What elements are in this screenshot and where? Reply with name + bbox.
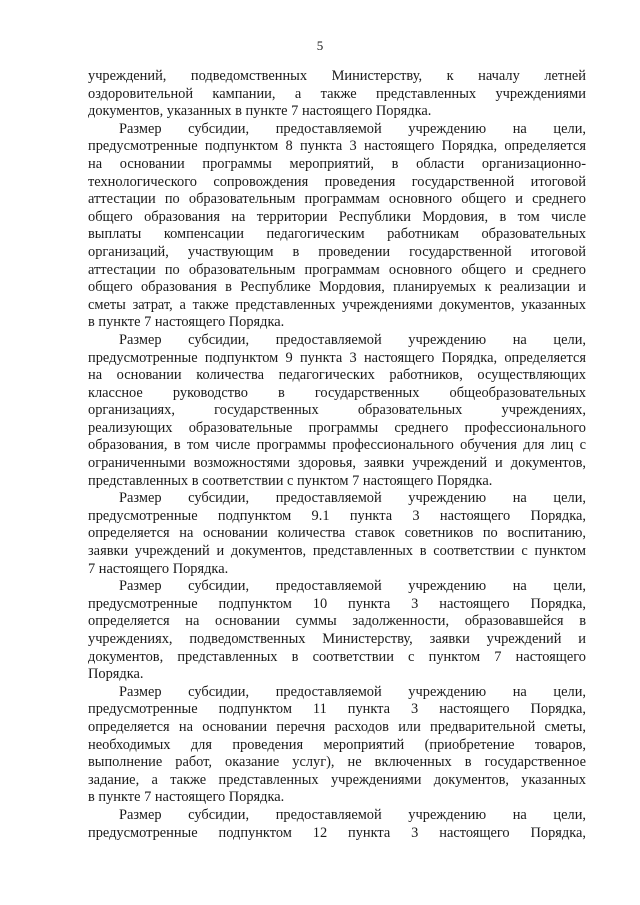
paragraph-line: определяется на основании суммы задолженности, образовавшейся в [88, 613, 586, 630]
paragraph-line: определяется на основании перечня расходов или предварительной сметы, [88, 718, 586, 735]
paragraph-line: задание, а также представленных учреждениями документов, указанных [88, 771, 586, 788]
paragraph-line: на основании количества педагогических работников, осуществляющих [88, 367, 586, 384]
paragraph-line: ограниченными возможностями здоровья, заявки учреждений и документов, [88, 455, 586, 472]
paragraph-line: документов, представленных в соответствии с пунктом 7 настоящего [88, 648, 586, 665]
paragraph-line: предусмотренные подпунктом 9 пункта 3 настоящего Порядка, определяется [88, 349, 586, 366]
paragraph-line: представленных в соответствии с пунктом 7 настоящего Порядка. [88, 472, 493, 489]
paragraph-line: классное руководство в государственных общеобразовательных [88, 384, 586, 401]
paragraph-line: Размер субсидии, предоставляемой учреждению на цели, [119, 120, 586, 137]
paragraph [88, 332, 586, 490]
paragraph-line: аттестации по образовательным программам основного общего и среднего [88, 191, 586, 208]
paragraph-line: учреждений, подведомственных Министерству, к началу летней [88, 68, 586, 84]
paragraph-line: Размер субсидии, предоставляемой учреждению на цели, [119, 683, 586, 700]
paragraph [88, 684, 586, 807]
paragraph-line: Размер субсидии, предоставляемой учреждению на цели, [119, 578, 586, 595]
paragraph-line: выполнение работ, оказание услуг), не включенных в государственное [88, 754, 586, 771]
paragraph [88, 490, 586, 578]
paragraph-line: оздоровительной кампании, а также представленных учреждениями [88, 85, 586, 102]
paragraph-line: организациях, государственных образовательных учреждениях, [88, 402, 586, 419]
paragraph-line: сметы затрат, а также представленных учреждениями документов, указанных [88, 296, 586, 313]
paragraph-line: предусмотренные подпунктом 8 пункта 3 настоящего Порядка, определяется [88, 138, 586, 155]
paragraph-line: документов, указанных в пункте 7 настоящего Порядка. [88, 103, 432, 120]
paragraph [88, 121, 586, 332]
paragraph-line: технологического сопровождения проведения государственной итоговой [88, 173, 586, 190]
paragraph-line: выплаты компенсации педагогическим работникам образовательных [88, 226, 586, 243]
paragraph-line: Размер субсидии, предоставляемой учреждению на цели, [119, 806, 586, 823]
paragraph-line: предусмотренные подпунктом 10 пункта 3 настоящего Порядка, [88, 595, 586, 612]
paragraph-line: образования, в том числе программы профессионального обучения для лиц с [88, 437, 586, 454]
paragraph-line: учреждениях, подведомственных Министерству, заявки учреждений и [88, 631, 586, 647]
paragraph-line: Размер субсидии, предоставляемой учреждению на цели, [119, 490, 586, 507]
paragraph-line: организаций, участвующим в проведении государственной итоговой [88, 243, 586, 260]
paragraph-line: реализующих образовательные программы среднего профессионального [88, 419, 586, 436]
paragraph-line: в пункте 7 настоящего Порядка. [88, 789, 285, 806]
paragraph [88, 578, 586, 684]
paragraph-line: общего образования на территории Республики Мордовия, в том числе [88, 208, 586, 225]
paragraph-line: предусмотренные подпунктом 12 пункта 3 настоящего Порядка, [88, 824, 586, 841]
paragraph-line: в пункте 7 настоящего Порядка. [88, 314, 285, 331]
paragraph-line: предусмотренные подпунктом 11 пункта 3 настоящего Порядка, [88, 701, 586, 718]
page-number: 5 [316, 38, 324, 53]
paragraph-line: аттестации по образовательным программам основного общего и среднего [88, 261, 586, 278]
paragraph-line: предусмотренные подпунктом 9.1 пункта 3 настоящего Порядка, [88, 507, 586, 524]
paragraph-line: заявки учреждений и документов, представленных в соответствии с пунктом [88, 543, 586, 560]
paragraph [88, 807, 586, 842]
paragraph-line: Размер субсидии, предоставляемой учреждению на цели, [119, 331, 586, 348]
paragraph-line: общего образования в Республике Мордовия, планируемых к реализации и [88, 279, 586, 296]
paragraph-line: определяется на основании количества ставок советников по воспитанию, [88, 525, 586, 542]
paragraph-line: Порядка. [88, 666, 144, 683]
paragraph-line: 7 настоящего Порядка. [88, 560, 229, 577]
document-body [88, 68, 586, 842]
paragraph [88, 68, 586, 121]
paragraph-line: на основании программы мероприятий, в области организационно- [88, 155, 586, 172]
paragraph-line: необходимых для проведения мероприятий (приобретение товаров, [88, 736, 586, 753]
